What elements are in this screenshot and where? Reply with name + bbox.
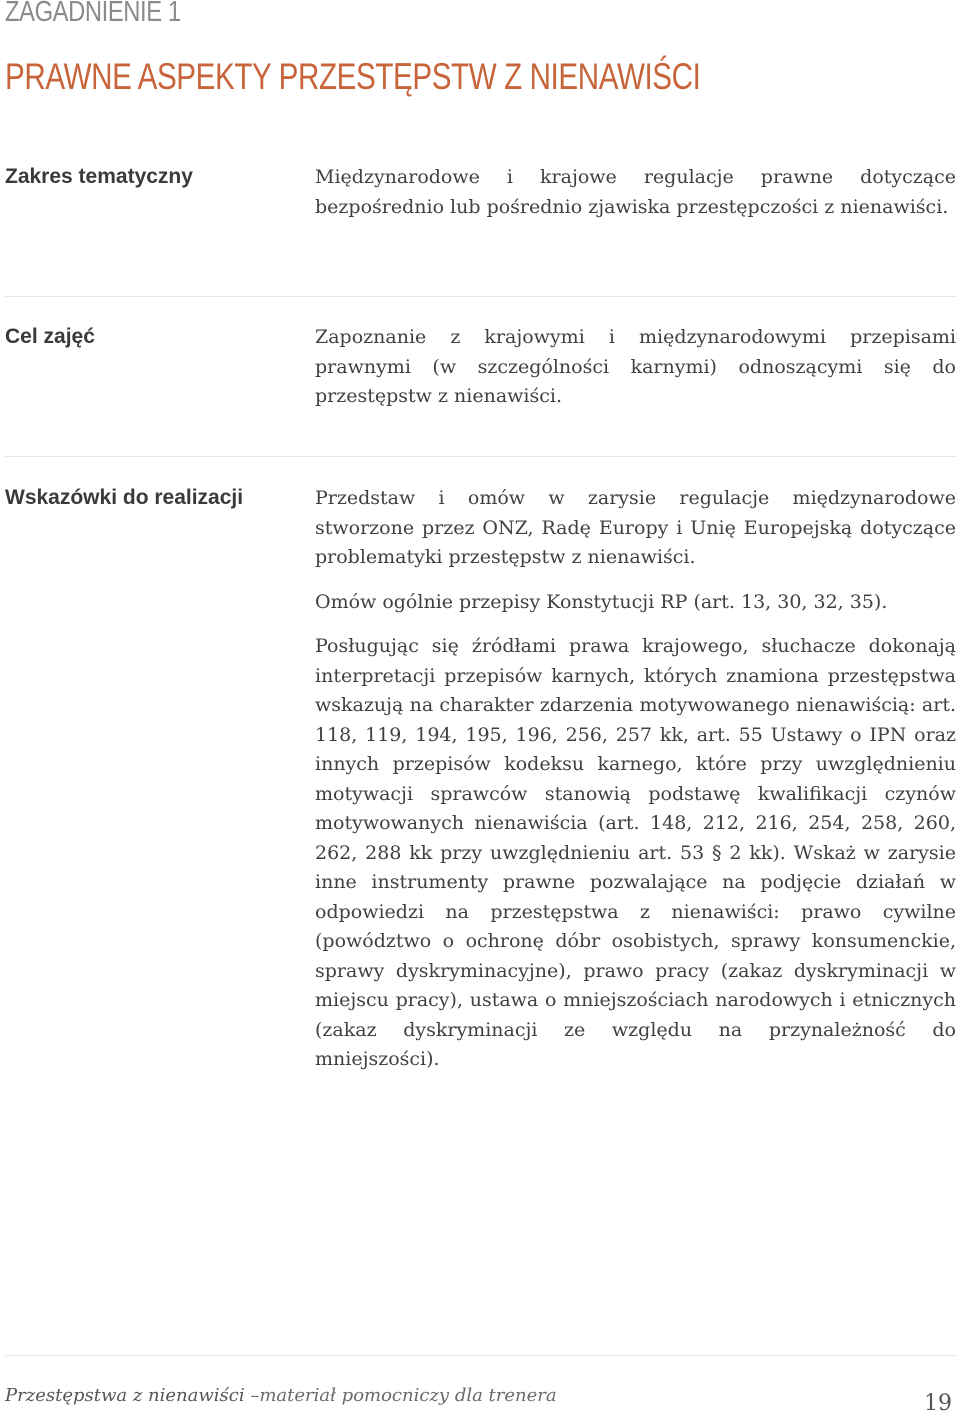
- paragraph: Międzynarodowe i krajowe regulacje prawne dotyczące bezpośrednio lub pośrednio zjawiska przestępczości z nienawiści.: [315, 166, 956, 218]
- row-label-scope: Zakres tematyczny: [5, 165, 193, 188]
- row-text-guidelines: [315, 484, 956, 1075]
- footer-title-main: Przestępstwa z nienawiści: [5, 1385, 245, 1406]
- row-label-guidelines: Wskazówki do realizacji: [5, 486, 244, 509]
- chapter-label: ZAGADNIENIE 1: [5, 0, 181, 28]
- paragraph: Zapoznanie z krajowymi i międzynarodowymi przepisami prawnymi (w szczególności karnymi) odnoszącymi się do przestępstw z nienawiści.: [315, 326, 956, 407]
- row-text-scope: [315, 163, 956, 222]
- footer-subtitle: –materiał pomocniczy dla trenera: [244, 1385, 557, 1406]
- paragraph: Omów ogólnie przepisy Konstytucji RP (art. 13, 30, 32, 35).: [315, 590, 888, 613]
- page-number: 19: [924, 1391, 952, 1416]
- footer-title: [5, 1385, 557, 1406]
- divider: [5, 1355, 956, 1356]
- divider: [5, 456, 956, 457]
- divider: [5, 296, 956, 297]
- row-text-goal: [315, 323, 956, 412]
- paragraph: Przedstaw i omów w zarysie regulacje międzynarodowe stworzone przez ONZ, Radę Europy i Unię Europejską dotyczące problematyki przestępstw z nienawiści.: [315, 487, 956, 568]
- paragraph: Posługując się źródłami prawa krajowego, słuchacze dokonają interpretacji przepisów karnych, których znamiona przestępstwa wskazują na charakter zdarzenia motywowanego nienawiścią: art. 118, 119, 194, 195, 196, 256, 257 kk, art. 55 Ustawy o IPN oraz innych przepisów kodeksu karnego, które przy uwzględnieniu motywacji sprawców stanowią podstawę kwalifikacji czynów motywowanych nienawiścia (art. 148, 212, 216, 254, 258, 260, 262, 288 kk przy uwzględnieniu art. 53 § 2 kk). Wskaż w zarysie inne instrumenty prawne pozwalające na podjęcie działań w odpowiedzi na przestępstwa z nienawiści: prawo cywilne (powództwo o ochronę dóbr osobistych, sprawy konsumenckie, sprawy dyskryminacyjne), prawo pracy (zakaz dyskryminacji w miejscu pracy), ustawa o mniejszościach narodowych i etnicznych (zakaz dyskryminacji ze względu na przynależność do mniejszości).: [315, 635, 956, 1070]
- chapter-title: PRAWNE ASPEKTY PRZESTĘPSTW Z NIENAWIŚCI: [5, 56, 701, 97]
- row-label-goal: Cel zajęć: [5, 325, 95, 348]
